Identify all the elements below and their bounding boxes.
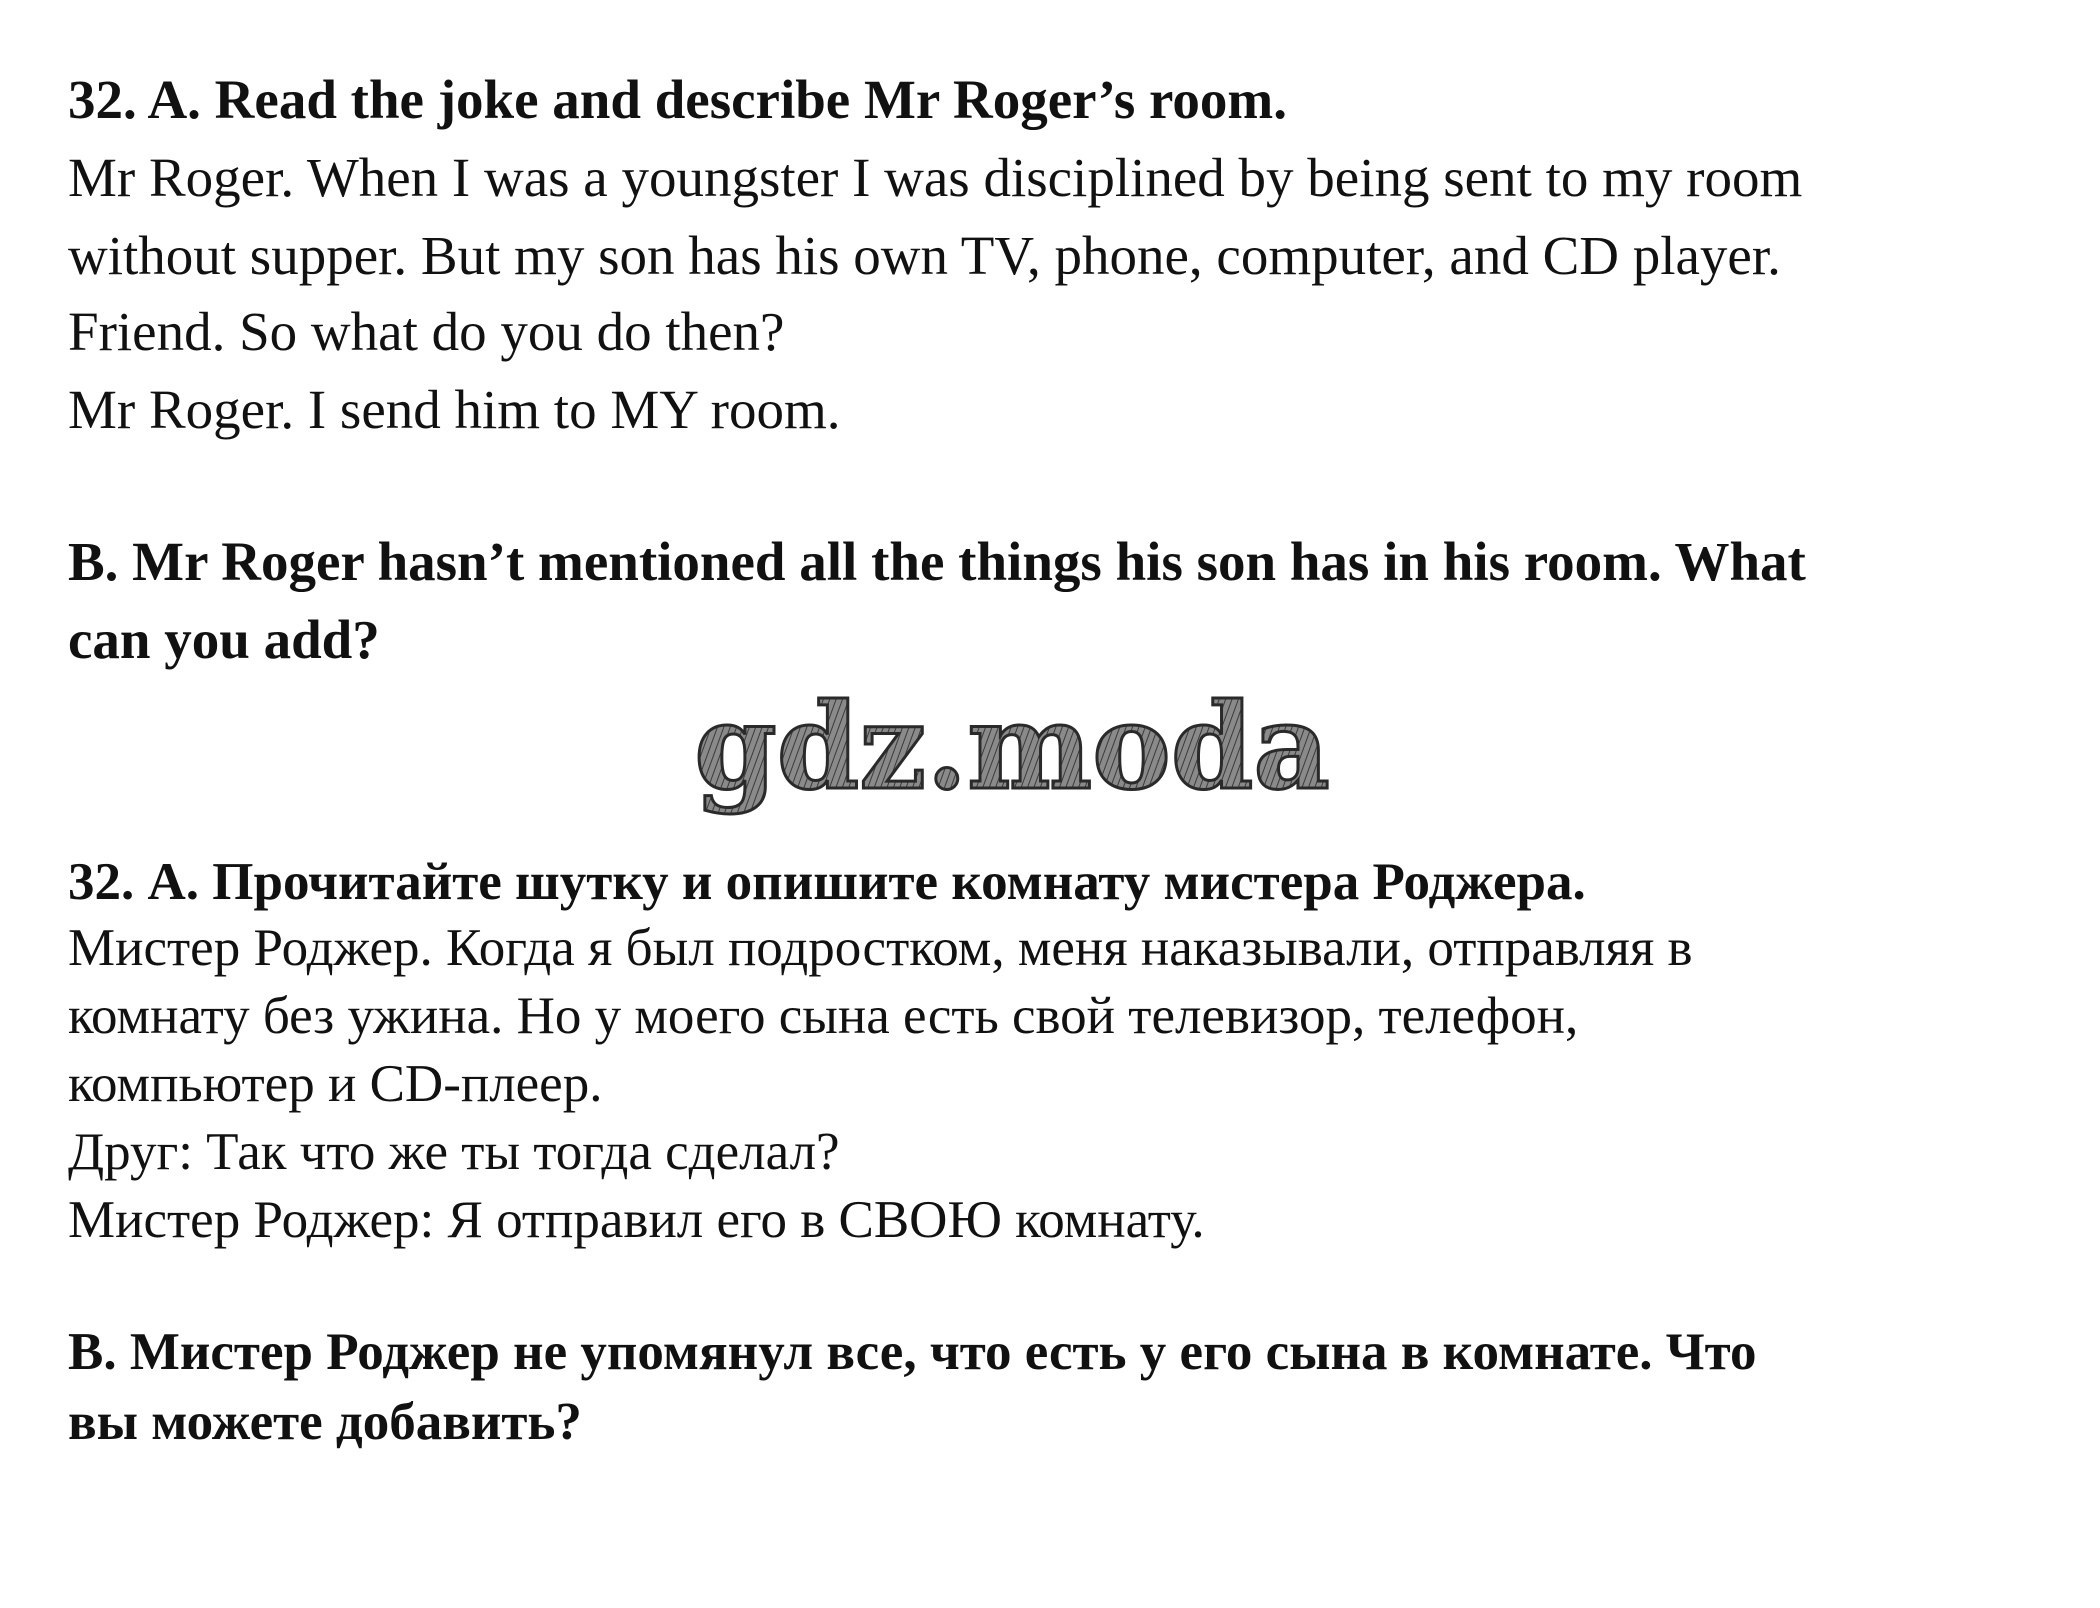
exercise-heading-a-en: 32. A. Read the joke and describe Mr Roger’s room.: [68, 69, 1287, 130]
watermark-text: gdz.moda: [694, 677, 1330, 816]
exercise-heading-b-line2-ru: вы можете добавить?: [68, 1393, 582, 1451]
exercise-heading-b-line1-en: B. Mr Roger hasn’t mentioned all the things his son has in his room. What: [68, 531, 1806, 592]
joke-line-4-ru: Друг: Так что же ты тогда сделал?: [68, 1123, 840, 1181]
joke-line-4-en: Mr Roger. I send him to MY room.: [68, 379, 841, 440]
joke-line-1-en: Mr Roger. When I was a youngster I was disciplined by being sent to my room: [68, 147, 1803, 208]
joke-line-3-ru: компьютер и CD-плеер.: [68, 1055, 603, 1113]
joke-line-2-en: without supper. But my son has his own TV, phone, computer, and CD player.: [68, 225, 1781, 286]
watermark-logo-graphic: [694, 677, 1330, 828]
joke-line-5-ru: Мистер Роджер: Я отправил его в СВОЮ комнату.: [68, 1191, 1205, 1249]
exercise-heading-b-line2-en: can you add?: [68, 609, 380, 670]
watermark-logo: [694, 677, 1330, 828]
joke-line-1-ru: Мистер Роджер. Когда я был подростком, меня наказывали, отправляя в: [68, 919, 1693, 977]
joke-line-3-en: Friend. So what do you do then?: [68, 301, 785, 362]
exercise-heading-b-line1-ru: В. Мистер Роджер не упомянул все, что есть у его сына в комнате. Что: [68, 1323, 1757, 1381]
exercise-heading-a-ru: 32. А. Прочитайте шутку и опишите комнату мистера Роджера.: [68, 853, 1586, 911]
joke-line-2-ru: комнату без ужина. Но у моего сына есть свой телевизор, телефон,: [68, 987, 1579, 1045]
